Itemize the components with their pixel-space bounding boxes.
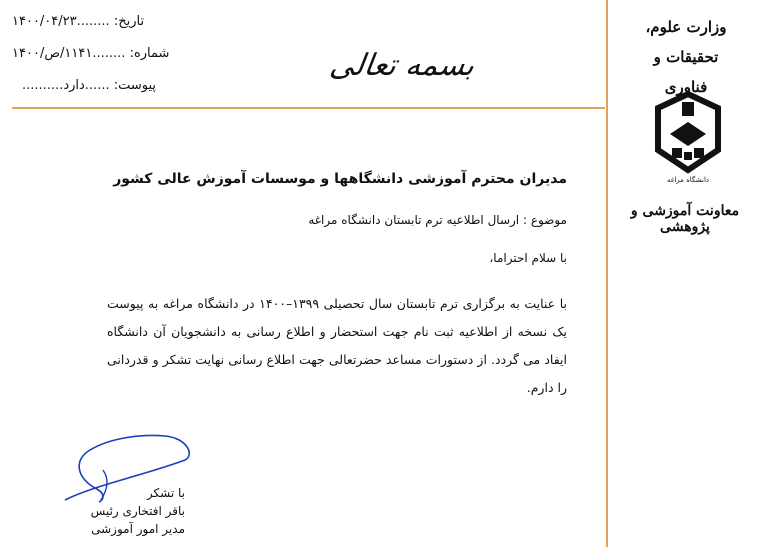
signature-block: [75, 484, 185, 538]
subject-line: موضوع : ارسال اطلاعیه ترم تابستان دانشگاه مراغه: [308, 213, 567, 227]
number-line: شماره: ........۱۱۴۱/ص/۱۴۰۰: [12, 46, 170, 61]
logo-caption: دانشگاه مراغه: [666, 176, 710, 184]
ministry-name: [620, 12, 752, 102]
date-label: تاریخ:: [113, 14, 145, 29]
body-paragraph: با عنایت به برگزاری ترم تابستان سال تحصیلی ۱۳۹۹–۱۴۰۰ در دانشگاه مراغه به پیوست یک نسخه از اطلاعیه ثبت نام جهت استحضار و اطلاع رسانی به دانشجویان آن دانشگاه ایفاد می گردد. از دستورات مساعد حضرتعالی جهت اطلاع رسانی نهایت تشکر و قدردانی را دارم.: [107, 296, 567, 395]
attachment-line: پیوست: ......دارد..........: [22, 78, 157, 93]
addressee: مدیران محترم آموزشی دانشگاهها و موسسات آموزش عالی کشور: [113, 171, 567, 187]
number-value: ۱۱۴۱/ص/۱۴۰۰: [12, 46, 93, 61]
signer-name: باقر افتخاری رئیس: [90, 504, 185, 518]
attachment-value: دارد: [63, 78, 85, 93]
date-value: ۱۴۰۰/۰۴/۲۳: [12, 14, 77, 29]
deputy-office: معاونت آموزشی و پژوهشی: [630, 203, 740, 235]
side-divider: [606, 0, 608, 547]
number-label: شماره:: [129, 46, 170, 61]
ministry-line-2: فناوری: [664, 78, 708, 96]
date-line: تاریخ: ........۱۴۰۰/۰۴/۲۳: [12, 14, 145, 29]
header-divider: [12, 107, 605, 109]
greeting: با سلام احتراما،: [489, 251, 567, 265]
signoff-thanks: با تشکر: [146, 486, 185, 500]
basmala-heading: بسمه تعالی: [327, 48, 477, 83]
signer-title: مدیر امور آموزشی: [91, 522, 185, 536]
university-logo: [652, 92, 724, 188]
ministry-line-1: وزارت علوم، تحقیقات و: [645, 18, 727, 66]
attachment-label: پیوست:: [113, 78, 157, 93]
